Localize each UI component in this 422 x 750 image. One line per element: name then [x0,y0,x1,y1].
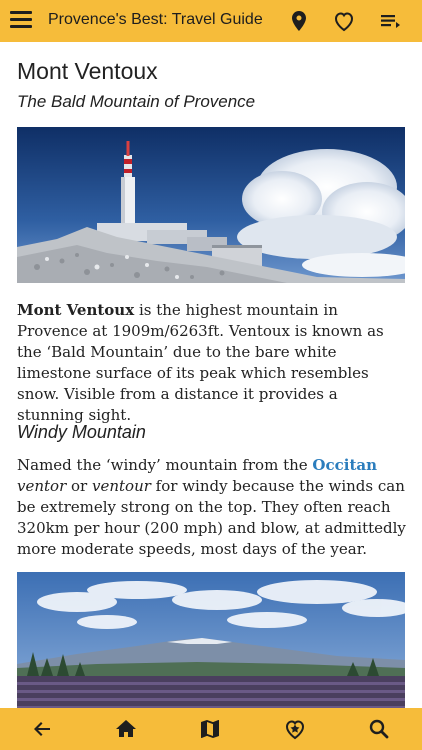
windy-italic-ventour: ventour [92,477,151,495]
article-subtitle: The Bald Mountain of Provence [17,92,256,111]
intro-bold-name: Mont Ventoux [17,301,135,319]
search-icon[interactable] [367,717,391,741]
section-heading-windy-mountain: Windy Mountain [17,422,146,442]
map-icon[interactable] [198,717,222,741]
occitan-link[interactable]: Occitan [312,456,377,474]
favorites-heart-icon[interactable] [283,717,307,741]
menu-icon[interactable] [10,11,32,31]
list-icon[interactable] [378,9,402,33]
windy-paragraph [17,455,409,560]
ventoux-landscape-photo [17,572,405,708]
mont-ventoux-photo [17,127,405,283]
home-icon[interactable] [114,717,138,741]
app-title: Provence's Best: Travel Guide [48,11,263,28]
back-arrow-icon[interactable] [30,717,54,741]
article-content[interactable] [0,42,422,708]
location-pin-icon[interactable] [287,9,311,33]
top-app-bar [0,0,422,42]
windy-text-c: or [66,477,92,495]
windy-italic-ventor: ventor [17,477,67,495]
heart-icon[interactable] [332,9,356,33]
intro-paragraph [17,300,407,426]
windy-text-a: Named the ‘windy’ mountain from the [17,456,313,474]
article-title: Mont Ventoux [17,58,158,84]
windy-text-d: for windy because the winds can be extremely strong on the top. They often reach 320km per hour (200 mph) and blow, at admittedly more moderate speeds, most days of the year. [17,477,406,558]
intro-text: is the highest mountain in Provence at 1909m/6263ft. Ventoux is known as the ‘Bald Mountain’ due to the bare white limestone surface of its peak which resembles snow. Visible from a distance it provides a stunning sight. [17,301,384,424]
bottom-nav-bar [0,708,422,750]
